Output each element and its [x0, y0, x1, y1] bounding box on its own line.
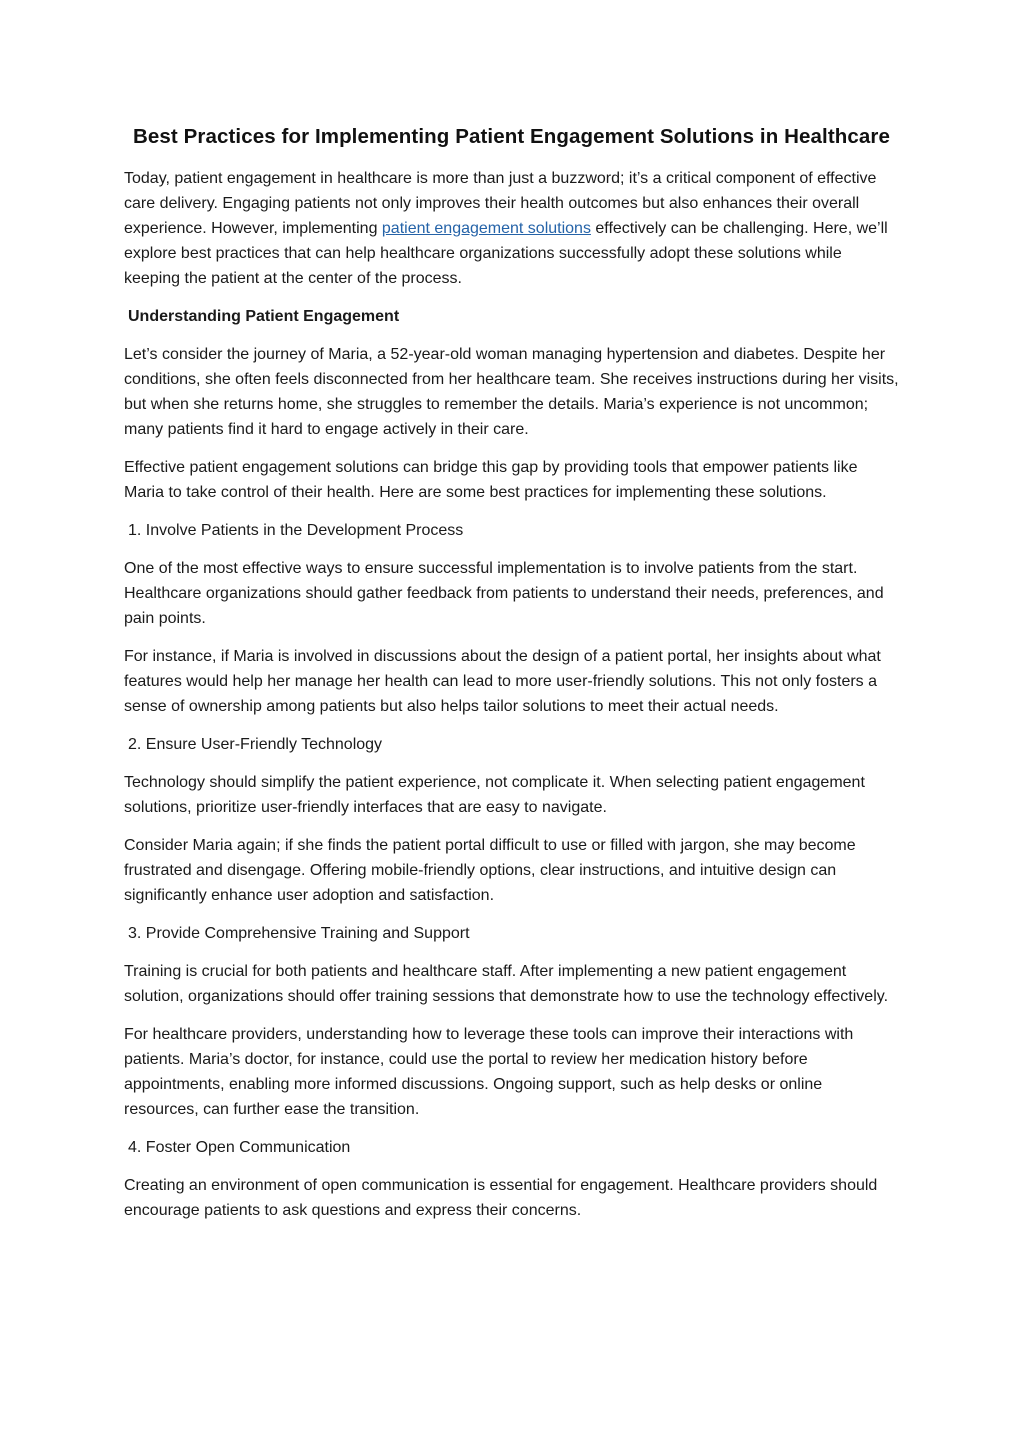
- step-4-heading: 4. Foster Open Communication: [128, 1139, 351, 1156]
- page-title: Best Practices for Implementing Patient Engagement Solutions in Healthcare: [133, 125, 890, 148]
- step-1-heading: 1. Involve Patients in the Development Process: [128, 522, 464, 539]
- step-1-paragraph-1: One of the most effective ways to ensure successful implementation is to involve patients from the start. Healthcare organizations should gather feedback from patients to understand their needs, preferences, and pain points.: [124, 560, 884, 627]
- step-2-paragraph-1: Technology should simplify the patient experience, not complicate it. When selecting patient engagement solutions, prioritize user-friendly interfaces that are easy to navigate.: [124, 774, 865, 816]
- section-heading: Understanding Patient Engagement: [128, 308, 400, 325]
- intro-text-before-link: Today, patient engagement in healthcare is more than just a buzzword; it’s a critical component of effective care delivery. Engaging patients not only improves their health outcomes but also enhances their overall experience. However, implementing: [124, 170, 877, 237]
- patient-engagement-solutions-link[interactable]: patient engagement solutions: [381, 220, 591, 237]
- step-3-paragraph-1: Training is crucial for both patients and healthcare staff. After implementing a new patient engagement solution, organizations should offer training sessions that demonstrate how to use the technology effectively.: [124, 963, 889, 1005]
- step-3-paragraph-2: For healthcare providers, understanding how to leverage these tools can improve their interactions with patients. Maria’s doctor, for instance, could use the portal to review her medication history before appointments, enabling more informed discussions. Ongoing support, such as help desks or online resources, can further ease the transition.: [124, 1026, 854, 1118]
- step-2-heading: 2. Ensure User-Friendly Technology: [128, 736, 383, 753]
- step-3-heading: 3. Provide Comprehensive Training and Support: [128, 925, 470, 942]
- understanding-paragraph-2: Effective patient engagement solutions can bridge this gap by providing tools that empower patients like Maria to take control of their health. Here are some best practices for implementing these solutions.: [124, 459, 858, 501]
- step-4-paragraph-1: Creating an environment of open communication is essential for engagement. Healthcare providers should encourage patients to ask questions and express their concerns.: [124, 1177, 878, 1219]
- intro-paragraph: [124, 166, 899, 291]
- step-2-paragraph-2: Consider Maria again; if she finds the patient portal difficult to use or filled with jargon, she may become frustrated and disengage. Offering mobile-friendly options, clear instructions, and intuitive design can significantly enhance user adoption and satisfaction.: [124, 837, 856, 904]
- intro-text-after-link: effectively can be challenging. Here, we’ll explore best practices that can help healthcare organizations successfully adopt these solutions while keeping the patient at the center of the process.: [124, 220, 888, 287]
- understanding-paragraph-1: Let’s consider the journey of Maria, a 52-year-old woman managing hypertension and diabetes. Despite her conditions, she often feels disconnected from her healthcare team. She receives instructions during her visits, but when she returns home, she struggles to remember the details. Maria’s experience is not uncommon; many patients find it hard to engage actively in their care.: [124, 346, 899, 438]
- step-1-paragraph-2: For instance, if Maria is involved in discussions about the design of a patient portal, her insights about what features would help her manage her health can lead to more user-friendly solutions. This not only fosters a sense of ownership among patients but also helps tailor solutions to meet their actual needs.: [124, 648, 881, 715]
